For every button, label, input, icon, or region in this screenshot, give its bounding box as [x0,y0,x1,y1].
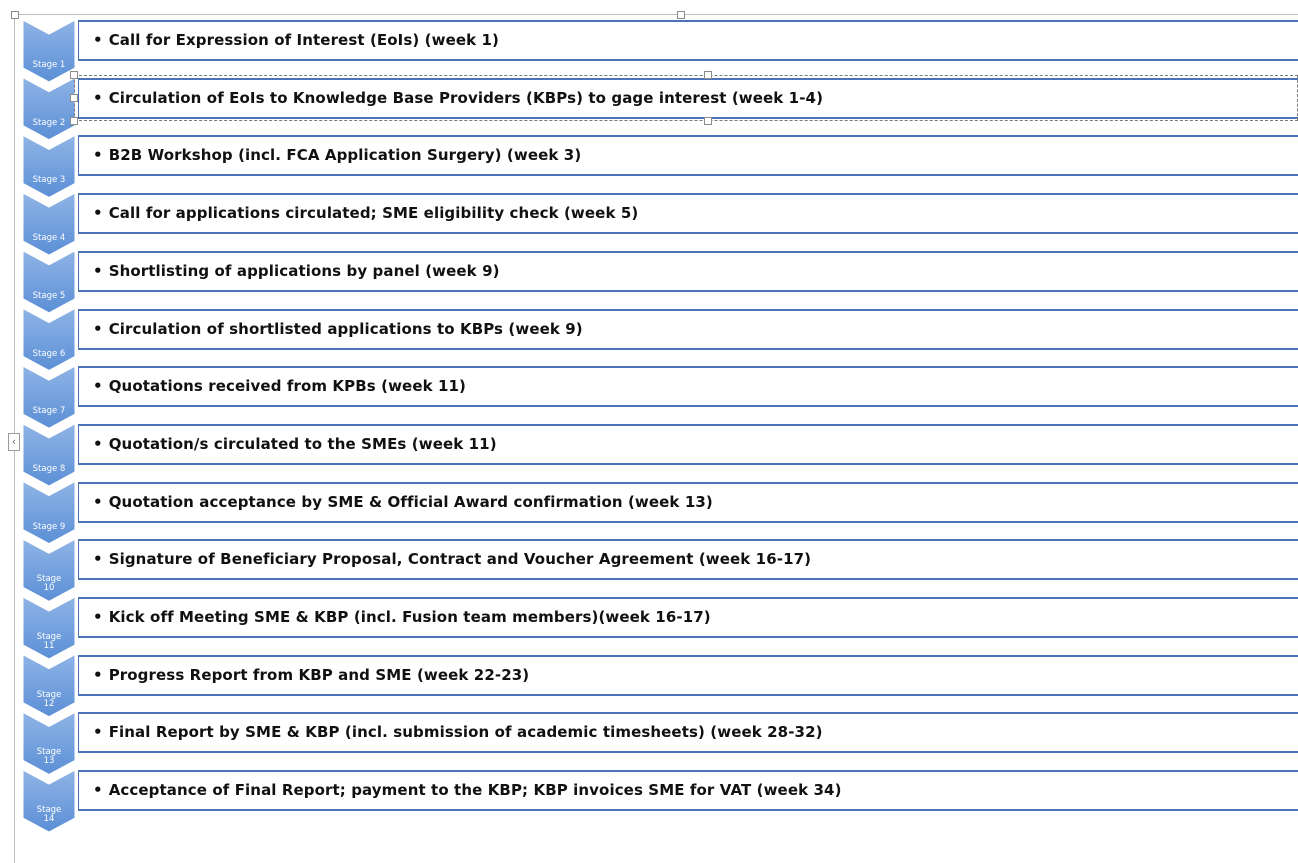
stage-chevron[interactable] [23,193,75,255]
stage-description [93,262,500,280]
stage-text-box[interactable] [78,78,1298,119]
stage-description-text: Quotation/s circulated to the SMEs (week 11) [108,434,497,453]
stage-description-text: Circulation of EoIs to Knowledge Base Providers (KBPs) to gage interest (week 1-4) [108,88,824,107]
frame-resize-handle-top[interactable] [677,11,685,19]
stage-description [93,781,842,799]
bullet-icon: • [93,492,103,511]
stage-label: Stage 3 [32,175,66,186]
text-pane-toggle-icon[interactable]: ‹ [8,433,20,451]
stage-label: Stage 10 [36,574,62,594]
stage-description-text: Signature of Beneficiary Proposal, Contract and Voucher Agreement (week 16-17) [108,550,812,569]
stage-label: Stage 9 [32,521,66,532]
stage-chevron[interactable] [23,251,75,313]
stage-description [93,435,497,453]
bullet-icon: • [93,31,103,49]
stage-text-box[interactable] [78,539,1298,580]
stage-chevron-column [0,0,80,863]
stage-text-box[interactable] [78,597,1298,638]
stage-text-box[interactable] [78,20,1298,61]
stage-label: Stage 11 [36,632,62,651]
stage-description-text: B2B Workshop (incl. FCA Application Surgery) (week 3) [108,146,582,165]
stage-label: Stage 7 [32,406,66,417]
stage-description-text: Quotation acceptance by SME & Official Award confirmation (week 13) [108,492,713,511]
stage-chevron[interactable] [23,135,75,197]
stage-description-text: Quotations received from KPBs (week 11) [108,377,467,396]
stage-label: Stage 13 [36,747,62,767]
stage-description [93,320,583,338]
bullet-icon: • [93,377,103,396]
stage-description [93,89,823,107]
stage-text-box[interactable] [78,482,1298,523]
bullet-icon: • [93,204,103,223]
stage-description-text: Acceptance of Final Report; payment to the KBP; KBP invoices SME for VAT (week 34) [108,781,842,800]
stage-text-box[interactable] [78,770,1298,811]
stage-label: Stage 6 [32,348,66,359]
stage-label: Stage 1 [32,60,66,70]
stage-description [93,608,711,626]
shape-handle-bl[interactable] [70,117,78,125]
stage-description [93,204,638,222]
bullet-icon: • [93,88,103,107]
stage-text-box[interactable] [78,193,1298,234]
stage-label: Stage 2 [32,117,66,128]
stage-description-text: Final Report by SME & KBP (incl. submission of academic timesheets) (week 28-32) [108,723,823,742]
stage-description [93,666,529,684]
stage-text-box[interactable] [78,251,1298,292]
stage-description [93,723,823,741]
stage-label: Stage 5 [32,290,66,301]
stage-text-box[interactable] [78,655,1298,696]
bullet-icon: • [93,550,103,569]
bullet-icon: • [93,608,103,626]
stage-description-text: Call for applications circulated; SME eligibility check (week 5) [108,204,639,223]
stage-text-box[interactable] [78,366,1298,407]
shape-handle-bm[interactable] [704,117,712,125]
stage-chevron[interactable] [23,482,75,544]
stage-description-text: Call for Expression of Interest (EoIs) (week 1) [108,31,499,49]
stage-text-box[interactable] [78,309,1298,350]
bullet-icon: • [93,434,103,453]
stage-chevron[interactable] [23,366,75,428]
stage-label: Stage 12 [36,689,62,709]
stage-description-text: Circulation of shortlisted applications to KBPs (week 9) [108,319,583,338]
stage-description [93,377,466,395]
shape-handle-tm[interactable] [704,71,712,79]
stage-description [93,146,581,164]
bullet-icon: • [93,781,103,800]
stage-description-text: Progress Report from KBP and SME (week 22-23) [108,665,530,684]
stage-text-box[interactable] [78,424,1298,465]
bullet-icon: • [93,723,103,742]
bullet-icon: • [93,261,103,280]
shape-handle-tl[interactable] [70,71,78,79]
stage-chevron[interactable] [23,78,75,140]
stage-chevron[interactable] [23,20,75,82]
stage-description [93,550,811,568]
bullet-icon: • [93,146,103,165]
shape-handle-ml[interactable] [70,94,78,102]
frame-top-line [14,14,1298,15]
stage-label: Stage 8 [32,463,66,474]
stage-text-box[interactable] [78,135,1298,176]
stage-description [93,31,499,49]
stage-chevron[interactable] [23,424,75,486]
bullet-icon: • [93,319,103,338]
stage-description [93,493,713,511]
stage-label: Stage 14 [36,805,62,825]
bullet-icon: • [93,665,103,684]
stage-description-text: Shortlisting of applications by panel (week 9) [108,261,500,280]
stage-label: Stage 4 [32,233,66,244]
stage-description-text: Kick off Meeting SME & KBP (incl. Fusion team members)(week 16-17) [108,608,711,626]
stage-text-box[interactable] [78,712,1298,753]
stage-chevron[interactable] [23,309,75,371]
